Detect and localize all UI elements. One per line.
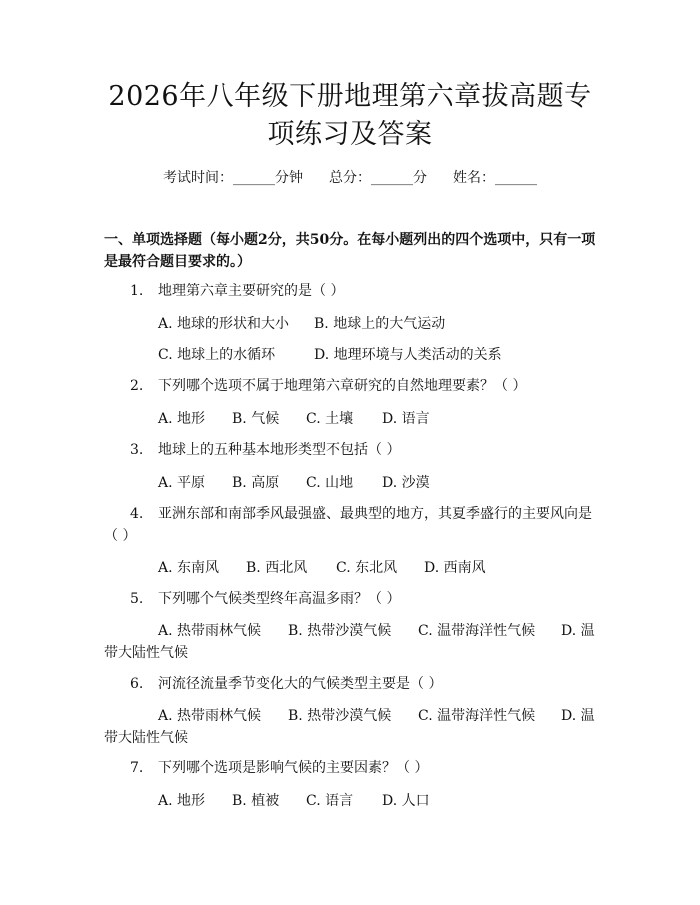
option-c: C. 地球上的水循环 (158, 347, 276, 363)
page-title: 2026年八年级下册地理第六章拔高题专项练习及答案 (108, 81, 592, 150)
question-text: 下列哪个选项是影响气候的主要因素？（ ） (158, 760, 429, 776)
option-row (104, 472, 600, 494)
question-text: 河流径流量季节变化大的气候类型主要是（ ） (158, 676, 443, 692)
option-row (104, 313, 600, 335)
question-stem (104, 588, 600, 610)
option-row (104, 790, 600, 812)
option-row (104, 557, 600, 579)
option-c: C. 土壤 (306, 411, 354, 427)
option-a: A. 东南风 (158, 560, 220, 576)
option-d: D. 温带大陆性气候 (104, 708, 595, 746)
question-text: 亚洲东部和南部季风最强盛、最典型的地方，其夏季盛行的主要风向是（ ） (104, 506, 592, 544)
question-text: 下列哪个气候类型终年高温多雨？（ ） (158, 591, 401, 607)
question-stem (104, 757, 600, 779)
option-d: D. 语言 (382, 411, 430, 427)
option-b: B. 热带沙漠气候 (288, 623, 392, 639)
option-a: A. 热带雨林气候 (158, 623, 262, 639)
option-b: B. 气候 (232, 411, 280, 427)
option-d: D. 地理环境与人类活动的关系 (314, 347, 502, 363)
option-c: C. 温带海洋性气候 (418, 623, 536, 639)
question-number: 6. (130, 676, 144, 692)
question-text: 地球上的五种基本地形类型不包括（ ） (158, 442, 401, 458)
question-stem (104, 375, 600, 397)
option-b: B. 植被 (232, 793, 280, 809)
option-d: D. 人口 (382, 793, 430, 809)
exam-meta (0, 168, 700, 188)
section-heading: 一、单项选择题（每小题2分，共50分。在每小题列出的四个选项中，只有一项是最符合题目要求的。） (104, 232, 596, 270)
option-b: B. 西北风 (246, 560, 308, 576)
option-c: C. 东北风 (336, 560, 398, 576)
question-stem (104, 280, 600, 302)
option-c: C. 语言 (306, 793, 354, 809)
option-a: A. 地形 (158, 793, 206, 809)
option-d: D. 西南风 (424, 560, 486, 576)
option-row (104, 344, 600, 366)
option-a: A. 地球的形状和大小 (158, 316, 290, 332)
option-a: A. 地形 (158, 411, 206, 427)
option-b: B. 高原 (232, 475, 280, 491)
option-d: D. 温带大陆性气候 (104, 623, 595, 661)
question-number: 1. (130, 283, 144, 299)
option-b: B. 热带沙漠气候 (288, 708, 392, 724)
question-number: 7. (130, 760, 144, 776)
question-stem (104, 439, 600, 461)
option-a: A. 热带雨林气候 (158, 708, 262, 724)
option-row (104, 408, 600, 430)
option-c: C. 山地 (306, 475, 354, 491)
question-number: 3. (130, 442, 144, 458)
question-number: 4. (130, 506, 144, 522)
option-row (104, 705, 600, 749)
question-text: 地理第六章主要研究的是（ ） (158, 283, 345, 299)
question-stem (104, 673, 600, 695)
option-a: A. 平原 (158, 475, 206, 491)
question-text: 下列哪个选项不属于地理第六章研究的自然地理要素？（ ） (158, 378, 527, 394)
question-stem (104, 503, 600, 547)
exam-time-field: 考试时间：______分钟 (163, 170, 303, 186)
question-number: 2. (130, 378, 144, 394)
option-c: C. 温带海洋性气候 (418, 708, 536, 724)
total-score-field: 总分：______分 (329, 170, 427, 186)
option-row (104, 620, 600, 664)
option-b: B. 地球上的大气运动 (314, 316, 446, 332)
question-number: 5. (130, 591, 144, 607)
option-d: D. 沙漠 (382, 475, 430, 491)
student-name-field: 姓名：______ (453, 170, 537, 186)
